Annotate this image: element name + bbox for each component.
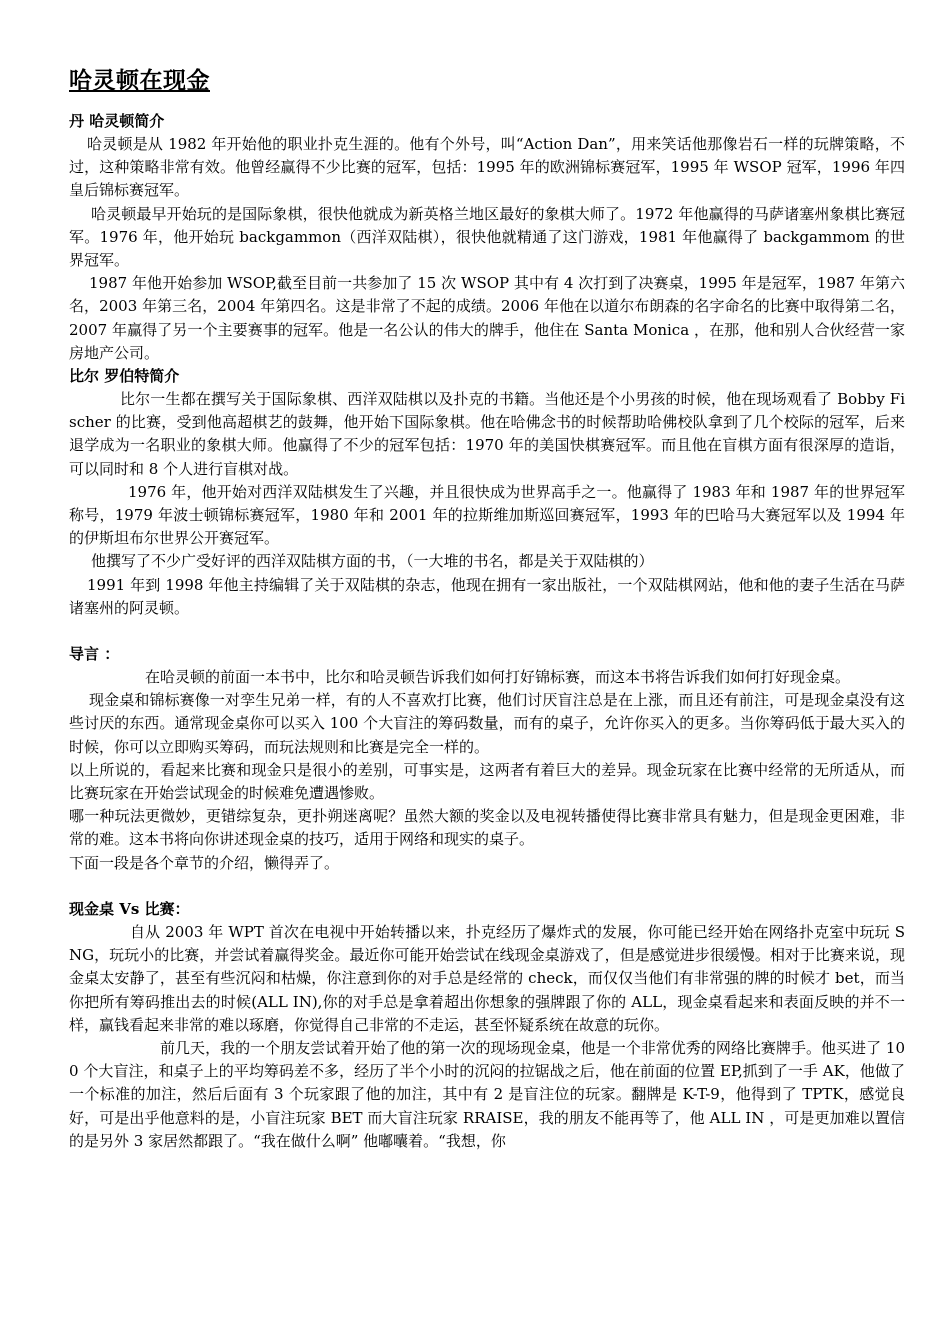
paragraph: 哪一种玩法更微妙，更错综复杂，更扑朔迷离呢？虽然大额的奖金以及电视转播使得比赛非常具有魅力，但是现金更困难，非常的难。这本书将向你讲述现金桌的技巧，适用于网络和现实的桌子。 <box>69 807 905 849</box>
paragraph: 1987 年他开始参加 WSOP,截至目前一共参加了 15 次 WSOP 其中有 4 次打到了决赛桌，1995 年是冠军，1987 年第六名，2003 年第三名，2004 年第四名。这是非常了不起的成绩。2006 年他在以道尔布朗森的名字命名的比赛中取得第二名，2007 年赢得了另一个主要赛事的冠军。他是一名公认的伟大的牌手，他住在 Santa Monica ，在那，他和别人合伙经营一家房地产公司。 <box>69 274 905 362</box>
paragraph: 1991 年到 1998 年他主持编辑了关于双陆棋的杂志，他现在拥有一家出版社，一个双陆棋网站，他和他的妻子生活在马萨诸塞州的阿灵顿。 <box>69 575 905 617</box>
paragraph: 以上所说的，看起来比赛和现金只是很小的差别，可事实是，这两者有着巨大的差异。现金玩家在比赛中经常的无所适从，而比赛玩家在开始尝试现金的时候难免遭遇惨败。 <box>69 760 905 803</box>
section-heading: 丹 哈灵顿简介 <box>69 112 165 130</box>
paragraph: 自从 2003 年 WPT 首次在电视中开始转播以来，扑克经历了爆炸式的发展，你可能已经开始在网络扑克室中玩玩 SNG，玩玩小的比赛，并尝试着赢得奖金。最近你可能开始尝试在线现金桌游戏了，但是感觉进步很缓慢。相对于比赛来说，现金桌太安静了，甚至有些沉闷和枯燥，你注意到你的对手总是经常的 check，而仅仅当他们有非常强的牌的时候才 bet，而当你把所有筹码推出去的时候(ALL IN),你的对手总是拿着超出你想象的强牌跟了你的 ALL，现金桌看起来和表面反映的并不一样，赢钱看起来非常的难以琢磨，你觉得自己非常的不走运，甚至怀疑系统在故意的玩你。 <box>69 922 905 1034</box>
paragraph: 哈灵顿是从 1982 年开始他的职业扑克生涯的。他有个外号，叫“Action Dan”，用来笑话他那像岩石一样的玩牌策略，不过，这种策略非常有效。他曾经赢得不少比赛的冠军，包括：1995 年的欧洲锦标赛冠军，1995 年 WSOP 冠军，1996 年四皇后锦标赛冠军。 <box>69 135 905 200</box>
section-heading: 现金桌 Vs 比赛： <box>69 899 190 918</box>
document-title: 哈灵顿在现金 <box>69 67 210 94</box>
text-flow <box>69 110 905 1153</box>
blank-line <box>69 875 905 898</box>
paragraph: 比尔一生都在撰写关于国际象棋、西洋双陆棋以及扑克的书籍。当他还是个小男孩的时候，他在现场观看了 Bobby Fischer 的比赛，受到他高超棋艺的鼓舞，他开始下国际象棋。他在哈佛念书的时候帮助哈佛校队拿到了几个校际的冠军，后来退学成为一名职业的象棋大师。他赢得了不少的冠军包括：1970 年的美国快棋赛冠军。而且他在盲棋方面有很深厚的造诣，可以同时和 8 个人进行盲棋对战。 <box>69 390 905 478</box>
paragraph: 前几天，我的一个朋友尝试着开始了他的第一次的现场现金桌，他是一个非常优秀的网络比赛牌手。他买进了 100 个大盲注，和桌子上的平均筹码差不多，经历了半个小时的沉闷的拉锯战之后，他在前面的位置 EP,抓到了一手 AK，他做了一个标准的加注，然后后面有 3 个玩家跟了他的加注，其中有 2 是盲注位的玩家。翻牌是 K-T-9，他得到了 TPTK，感觉良好，可是出乎他意料的是，小盲注玩家 BET 而大盲注玩家 RRAISE，我的朋友不能再等了，他 ALL IN ，可是更加难以置信的是另外 3 家居然都跟了。“我在做什么啊” 他嘟囔着。“我想，你 <box>69 1038 905 1150</box>
section-heading: 导言 ： <box>69 645 120 664</box>
paragraph: 现金桌和锦标赛像一对孪生兄弟一样，有的人不喜欢打比赛，他们讨厌盲注总是在上涨，而且还有前注，可是现金桌没有这些讨厌的东西。通常现金桌你可以买入 100 个大盲注的筹码数量，而有的桌子，允许你买入的更多。当你筹码低于最大买入的时候，你可以立即购买筹码，而玩法规则和比赛是完全一样的。 <box>69 691 905 756</box>
paragraph: 在哈灵顿的前面一本书中，比尔和哈灵顿告诉我们如何打好锦标赛，而这本书将告诉我们如何打好现金桌。 <box>145 668 851 687</box>
paragraph: 1976 年，他开始对西洋双陆棋发生了兴趣，并且很快成为世界高手之一。他赢得了 1983 年和 1987 年的世界冠军称号，1979 年波士顿锦标赛冠军，1980 年和 2001 年的拉斯维加斯巡回赛冠军，1993 年的巴哈马大赛冠军以及 1994 年的伊斯坦布尔世界公开赛冠军。 <box>69 482 905 548</box>
document-body <box>69 66 905 1153</box>
paragraph: 下面一段是各个章节的介绍，懒得弄了。 <box>69 853 340 872</box>
paragraph: 他撰写了不少广受好评的西洋双陆棋方面的书，（一大堆的书名，都是关于双陆棋的） <box>91 552 654 571</box>
section-heading: 比尔 罗伯特简介 <box>69 367 180 386</box>
paragraph: 哈灵顿最早开始玩的是国际象棋，很快他就成为新英格兰地区最好的象棋大师了。1972 年他赢得的马萨诸塞州象棋比赛冠军。1976 年，他开始玩 backgammon（西洋双陆棋），很快他就精通了这门游戏，1981 年他赢得了 backgammom 的世界冠军。 <box>69 204 905 270</box>
blank-line <box>69 620 905 643</box>
